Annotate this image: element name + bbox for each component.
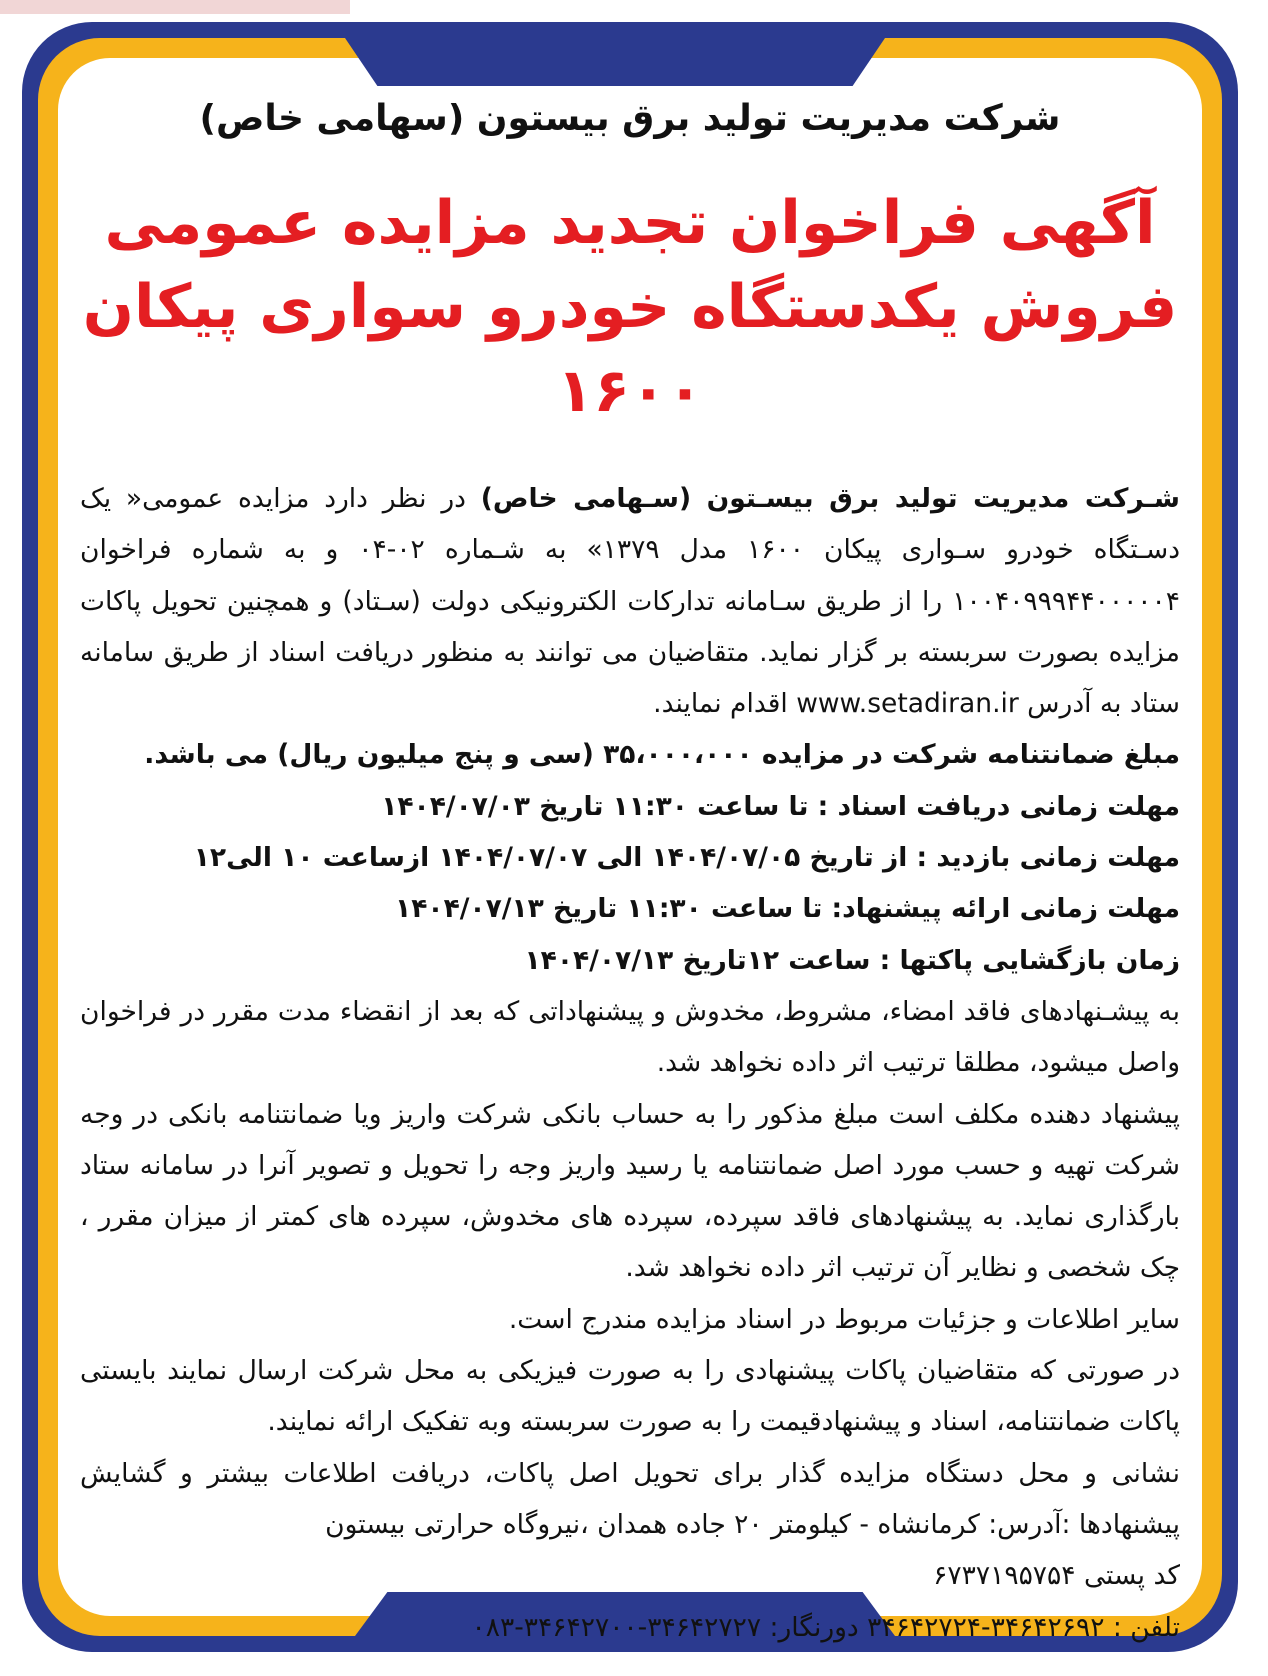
intro-text-2: اقدام نمایند. [653, 688, 797, 720]
paragraph-deposit: پیشنهاد دهنده مکلف است مبلغ مذکور را به حساب بانکی شرکت واریز ویا ضمانتنامه بانکی در وجه شرکت تهیه و حسب مورد اصل ضمانتنامه یا رسید واریز وجه را تحویل و تصویر آنرا در سامانه ستاد بارگذاری نماید. به پیشنهادهای فاقد سپرده، سپرده های مخدوش، سپرده های کمتر از میزان مقرر ، چک شخصی و نظایر آن ترتیب اثر داده نخواهد شد. [80, 1098, 1180, 1284]
deadline-documents: مهلت زمانی دریافت اسناد : تا ساعت ۱۱:۳۰ تاریخ ۱۴۰۴/۰۷/۰۳ [381, 790, 1180, 822]
deadline-offer: مهلت زمانی ارائه پیشنهاد: تا ساعت ۱۱:۳۰ تاریخ ۱۴۰۴/۰۷/۱۳ [395, 893, 1180, 925]
company-name: شرکت مدیریت تولید برق بیستون (سهامی خاص) [199, 98, 1061, 139]
announcement-body [80, 473, 1180, 1653]
announcement-title [80, 181, 1180, 433]
paragraph-address: نشانی و محل دستگاه مزایده گذار برای تحویل اصل پاکات، دریافت اطلاعات بیشتر و گشایش پیشنهادها :آدرس: کرمانشاه - کیلومتر ۲۰ جاده همدان ،نیروگاه حرارتی بیستون [80, 1457, 1180, 1540]
announcement-content [80, 92, 1180, 1643]
phone-numbers: تلفن : ۳۴۶۴۲۶۹۲-۳۴۶۴۲۷۲۴ دورنگار: ۳۴۶۴۲۷۲۷-۳۴۶۴۲۷۰۰-۰۸۳ [471, 1611, 1180, 1643]
website-link[interactable]: www.setadiran.ir [796, 688, 1019, 720]
top-edge-mark [0, 0, 350, 14]
title-line-1: آگهی فراخوان تجدید مزایده عمومی [104, 188, 1156, 258]
intro-text-1: در نظر دارد مزایده عمومی« یک دسـتگاه خودرو سـواری پیکان ۱۶۰۰ مدل ۱۳۷۹» به شـماره ۰۲-۰۴ و به شماره فراخوان ۱۰۰۴۰۹۹۹۴۴۰۰۰۰۰۴ را از طریق سـامانه تدارکات الکترونیکی دولت (سـتاد) و همچنین تحویل پاکات مزایده بصورت سربسته بر گزار نماید. متقاضیان می توانند به منظور دریافت اسناد از طریق سامانه ستاد به آدرس [80, 483, 1180, 720]
title-line-2: فروش یکدستگاه خودرو سواری پیکان ۱۶۰۰ [82, 272, 1178, 426]
intro-company: شـرکت مدیریت تولید برق بیسـتون (سـهامی خاص) [480, 483, 1180, 514]
postal-code: کد پستی ۶۷۳۷۱۹۵۷۵۴ [933, 1560, 1180, 1592]
deadline-visit: مهلت زمانی بازدید : از تاریخ ۱۴۰۴/۰۷/۰۵ الی ۱۴۰۴/۰۷/۰۷ ازساعت ۱۰ الی۱۲ [193, 842, 1180, 874]
paragraph-other-info: سایر اطلاعات و جزئیات مربوط در اسناد مزایده مندرج است. [508, 1303, 1180, 1335]
paragraph-physical-delivery: در صورتی که متقاضیان پاکات پیشنهادی را به صورت فیزیکی به محل شرکت ارسال نمایند بایستی پاکات ضمانتنامه، اسناد و پیشنهادقیمت را به صورت سربسته وبه تفکیک ارائه نمایند. [80, 1355, 1180, 1438]
frame-top-tab [345, 38, 885, 86]
paragraph-invalid-offers: به پیشـنهادهای فاقد امضاء، مشروط، مخدوش و پیشنهاداتی که بعد از انقضاء مدت مقرر در فراخوان واصل میشود، مطلقا ترتیب اثر داده نخواهد شد. [80, 995, 1180, 1079]
guarantee-amount: مبلغ ضمانتنامه شرکت در مزایده ۳۵،۰۰۰،۰۰۰ (سی و پنج میلیون ریال) می باشد. [144, 739, 1180, 771]
deadline-opening: زمان بازگشایی پاکتها : ساعت ۱۲تاریخ ۱۴۰۴/۰۷/۱۳ [524, 944, 1180, 976]
intro-paragraph [80, 473, 1180, 729]
